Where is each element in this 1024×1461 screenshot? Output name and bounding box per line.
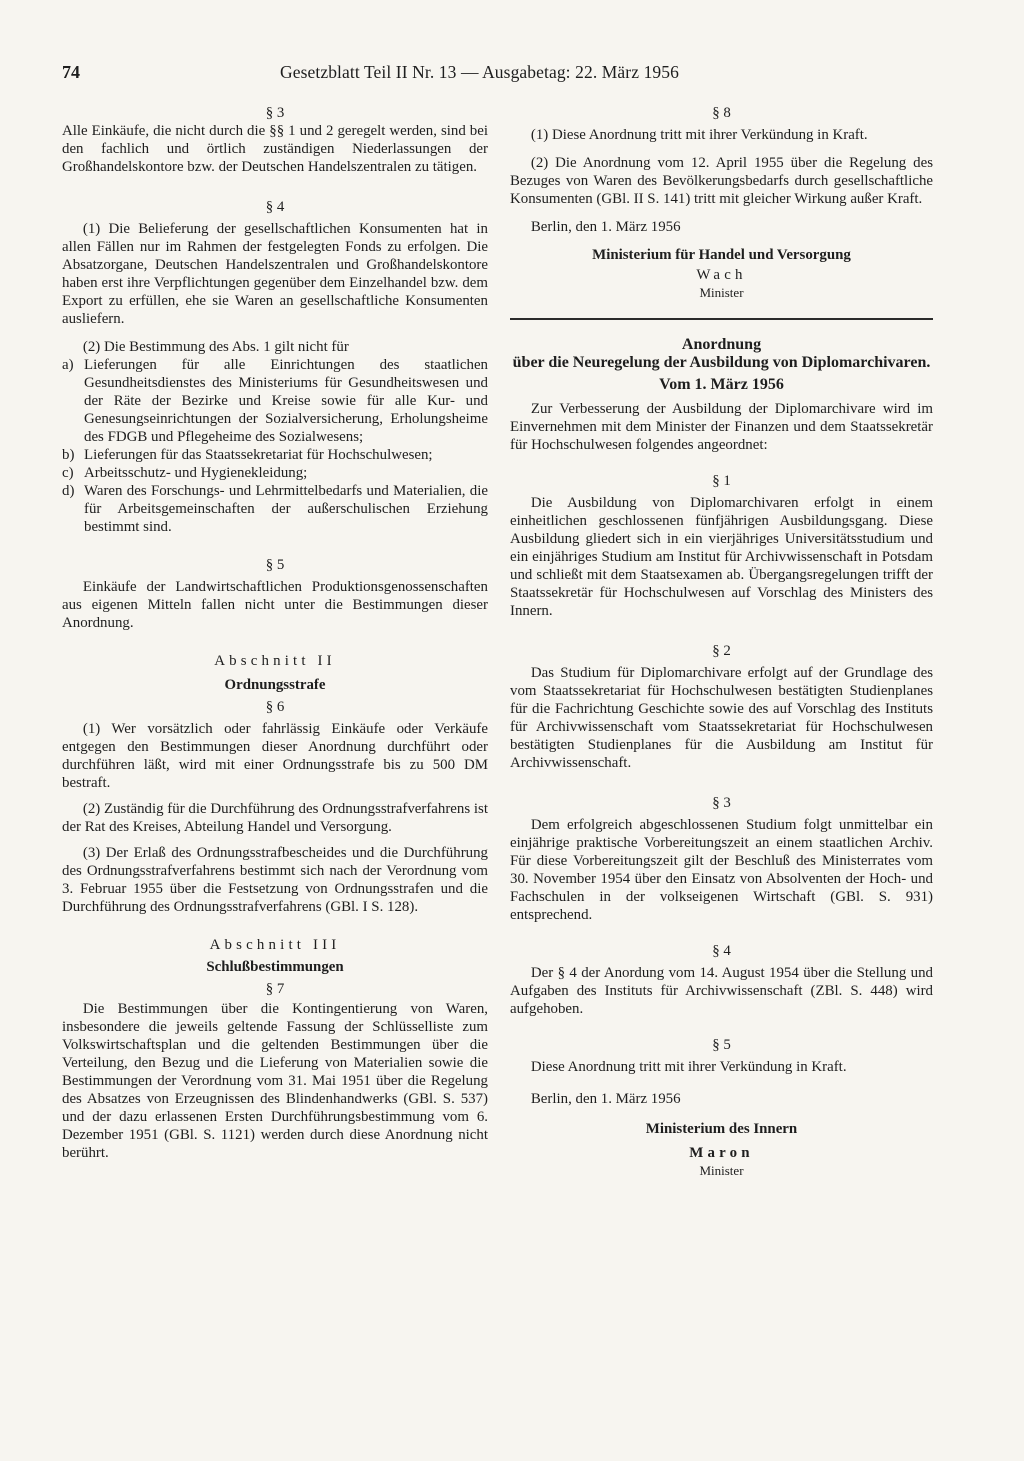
section-divider — [510, 318, 933, 320]
doc2-section-2-text: Das Studium für Diplomarchivare erfolgt auf der Grundlage des vom Staatssekretariat für Hochschulwesen bestätigten Studienplanes für die Fachrichtung Geschichte sowie des auf Vorschlag des Instituts für Archivwissenschaft vom Staatssekretariat für Hochschulwesen bestätigten Studienplanes für die Ausbildung am Institut für Archivwissenschaft. — [510, 665, 933, 771]
ministry-name: Ministerium für Handel und Versorgung — [592, 247, 851, 263]
signatory-role-2: Minister — [699, 1163, 744, 1178]
list-item — [62, 446, 488, 464]
doc2-section-1-text: Die Ausbildung von Diplomarchivaren erfolgt in einem einheitlichen geschlossenen fünfjährigen Ausbildungsgang. Diese Ausbildung gliedert sich in ein vierjähriges Universitätsstudium und ein einjähriges Studium am Institut für Archivwissenschaft in Potsdam und schließt mit dem Staatsexamen ab. Übergangsregelungen trifft der Staatssekretär für Hochschulwesen auf Vorschlag des Ministers des Innern. — [510, 495, 933, 619]
document-date: Vom 1. März 1956 — [659, 376, 784, 393]
section-6-para-2: (2) Zuständig für die Durchführung des Ordnungsstrafverfahrens ist der Rat des Kreises, Abteilung Handel und Versorgung. — [62, 801, 488, 835]
section-7-text: Die Bestimmungen über die Kontingentierung von Waren, insbesondere die jeweils geltende Fassung der Schlüsselliste zum Volkswirtschaftsplan und die geltenden Bestimmungen über die Verteilung, den Bezug und die Lieferung von Materialien sowie die Bestimmungen der Verordnung vom 31. Mai 1951 über die Regelung des Absatzes von Erzeugnissen des Blindenhandwerks (GBl. S. 537) und der dazu erlassenen Ersten Durchführungsbestimmung vom 6. Dezember 1951 (GBl. S. 1121) werden durch diese Anordnung nicht berührt. — [62, 1001, 488, 1161]
place-date: Berlin, den 1. März 1956 — [530, 219, 681, 235]
section-4-heading: § 4 — [265, 199, 285, 215]
section-5-text: Einkäufe der Landwirtschaftlichen Produktionsgenossenschaften aus eigenen Mitteln fallen nicht unter die Bestimmungen dieser Anordnung. — [62, 579, 488, 631]
list-item-text: Lieferungen für alle Einrichtungen des staatlichen Gesundheitsdienstes des Ministeriums für Gesundheitswesen und der Räte der Bezirke und Kreise sowie für alle Kur- und Genesungseinrichtungen der Sozialversicherung, Erholungsheime des FDGB und Pflegeheime des Sozialwesens; — [84, 357, 488, 445]
list-item-letter: b) — [62, 447, 75, 463]
list-item-text: Waren des Forschungs- und Lehrmittelbedarfs und Materialien, die für Arbeitsgemeinschaften der außerschulischen Erziehung bestimmt sind. — [84, 483, 488, 535]
abschnitt-3-title: Schlußbestimmungen — [206, 959, 344, 975]
page-header — [62, 62, 932, 88]
list-item-text: Lieferungen für das Staatssekretariat für Hochschulwesen; — [84, 447, 433, 463]
signatory-name: Wach — [696, 267, 747, 283]
section-6-heading: § 6 — [265, 699, 285, 715]
section-7-heading: § 7 — [265, 981, 285, 997]
abschnitt-3-label: Abschnitt III — [209, 937, 341, 953]
ministry-name-2: Ministerium des Innern — [645, 1121, 798, 1137]
document-title: Anordnung — [681, 336, 762, 353]
doc2-section-4-text: Der § 4 der Anordung vom 14. August 1954 über die Stellung und Aufgaben des Instituts für Archivwissenschaft (ZBl. S. 448) wird aufgehoben. — [510, 965, 933, 1017]
document-intro: Zur Verbesserung der Ausbildung der Diplomarchivare wird im Einvernehmen mit dem Minister der Finanzen und dem Staatssekretär für Hochschulwesen folgendes angeordnet: — [510, 401, 933, 453]
section-8-para-1: (1) Diese Anordnung tritt mit ihrer Verkündung in Kraft. — [530, 127, 868, 143]
doc2-section-2-heading: § 2 — [712, 643, 731, 659]
section-4-para-2: (2) Die Bestimmung des Abs. 1 gilt nicht für — [82, 339, 349, 355]
section-5-heading: § 5 — [265, 557, 285, 573]
list-item-letter: d) — [62, 483, 75, 499]
doc2-section-5-heading: § 5 — [712, 1037, 731, 1053]
running-title: Gesetzblatt Teil II Nr. 13 — Ausgabetag: 22. März 1956 — [280, 62, 679, 82]
list-item — [62, 356, 488, 446]
section-3-text: Alle Einkäufe, die nicht durch die §§ 1 und 2 geregelt werden, sind bei den fachlich und örtlich zuständigen Niederlassungen der Großhandelskontore bzw. der Deutschen Handelszentralen zu tätigen. — [62, 123, 488, 175]
section-8-heading: § 8 — [712, 105, 731, 121]
section-6-para-1: (1) Wer vorsätzlich oder fahrlässig Einkäufe oder Verkäufe entgegen den Bestimmungen dieser Anordnung durchführt oder durchführen läßt, wird mit einer Ordnungsstrafe bis zu 500 DM bestraft. — [62, 721, 488, 791]
doc2-section-3-heading: § 3 — [712, 795, 731, 811]
signatory-name-2: Maron — [689, 1145, 754, 1161]
place-date-2: Berlin, den 1. März 1956 — [530, 1091, 681, 1107]
list-item-letter: c) — [62, 465, 74, 481]
abschnitt-2-title: Ordnungsstrafe — [224, 677, 326, 693]
doc2-section-4-heading: § 4 — [712, 943, 731, 959]
left-column — [62, 104, 488, 1162]
doc2-section-5-text: Diese Anordnung tritt mit ihrer Verkündung in Kraft. — [530, 1059, 847, 1075]
doc2-section-1-heading: § 1 — [712, 473, 731, 489]
right-column — [510, 104, 933, 1180]
list-item — [62, 482, 488, 536]
abschnitt-2-label: Abschnitt II — [214, 653, 336, 669]
section-4-para-1: (1) Die Belieferung der gesellschaftlichen Konsumenten hat in allen Fällen nur im Rahmen der festgelegten Fonds zu erfolgen. Die Absatzorgane, Deutschen Handelszentralen und Großhandelskontore haben erst ihre Verpflichtungen gegenüber dem Einzelhandel bzw. dem Export zu erfüllen, ehe sie Waren an gesellschaftliche Konsumenten ausliefern. — [62, 221, 488, 327]
list-item-letter: a) — [62, 357, 74, 373]
doc2-section-3-text: Dem erfolgreich abgeschlossenen Studium folgt unmittelbar ein einjährige praktische Vorbereitungszeit an einem staatlichen Archiv. Für diese Vorbereitungszeit gilt der Beschluß des Ministerrates vom 30. November 1954 über den Einsatz von Absolventen der Hoch- und Fachschulen in der volkseigenen Wirtschaft (GBl. S. 931) entsprechend. — [510, 817, 933, 923]
section-6-para-3: (3) Der Erlaß des Ordnungsstrafbescheides und die Durchführung des Ordnungsstrafverfahrens bestimmt sich nach der Verordnung vom 3. Februar 1955 über die Festsetzung von Ordnungsstrafen und die Durchführung des Ordnungsstrafverfahrens (GBl. I S. 128). — [62, 845, 488, 915]
signatory-role: Minister — [699, 285, 744, 300]
section-3-heading: § 3 — [265, 105, 285, 121]
list-item-text: Arbeitsschutz- und Hygienekleidung; — [84, 465, 308, 481]
list-item — [62, 464, 488, 482]
page-number: 74 — [62, 62, 80, 82]
section-8-para-2: (2) Die Anordnung vom 12. April 1955 über die Regelung des Bezuges von Waren des Bevölkerungsbedarfs durch gesellschaftliche Konsumenten (GBl. II S. 141) tritt mit gleicher Wirkung außer Kraft. — [510, 155, 933, 207]
document-subtitle: über die Neuregelung der Ausbildung von Diplomarchivaren. — [512, 354, 931, 371]
